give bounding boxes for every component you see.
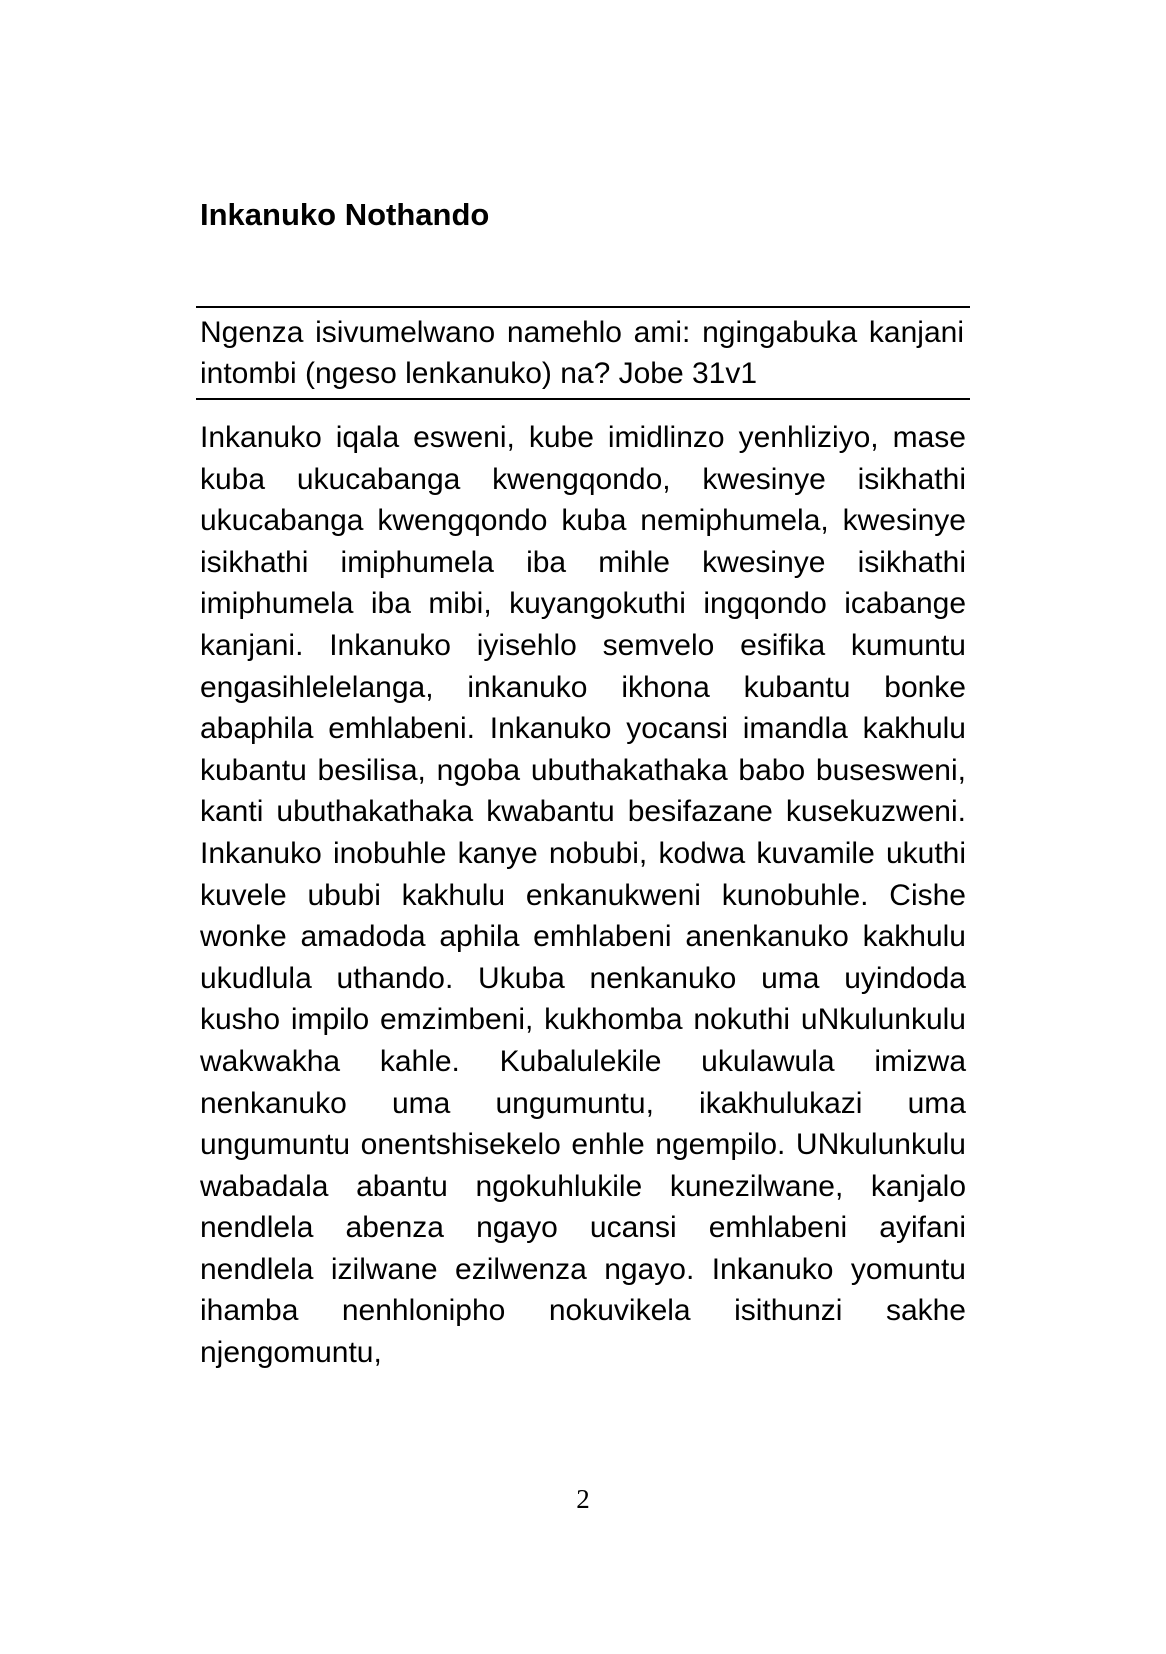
body-paragraph: Inkanuko iqala esweni, kube imidlinzo yenhliziyo, mase kuba ukucabanga kwengqondo, kwesinye isikhathi ukucabanga kwengqondo kuba nemiphumela, kwesinye isikhathi imiphumela iba mihle kwesinye isikhathi imiphumela iba mibi, kuyangokuthi ingqondo icabange kanjani. Inkanuko iyisehlo semvelo esifika kumuntu engasihlelelanga, inkanuko ikhona kubantu bonke abaphila emhlabeni. Inkanuko yocansi imandla kakhulu kubantu besilisa, ngoba ubuthakathaka babo busesweni, kanti ubuthakathaka kwabantu besifazane kusekuzweni. Inkanuko inobuhle kanye nobubi, kodwa kuvamile ukuthi kuvele ububi kakhulu enkanukweni kunobuhle. Cishe wonke amadoda aphila emhlabeni anenkanuko kakhulu ukudlula uthando. Ukuba nenkanuko uma uyindoda kusho impilo emzimbeni, kukhomba nokuthi uNkulunkulu wakwakha kahle. Kubalulekile ukulawula imizwa nenkanuko uma ungumuntu, ikakhulukazi uma ungumuntu onentshisekelo enhle ngempilo. UNkulunkulu wabadala abantu ngokuhlukile kunezilwane, kanjalo nendlela abenza ngayo ucansi emhlabeni ayifani nendlela izilwane ezilwenza ngayo. Inkanuko yomuntu ihamba nenhlonipho nokuvikela isithunzi sakhe njengomuntu, [200, 421, 966, 1370]
scripture-quote-box [196, 306, 970, 400]
page-title: Inkanuko Nothando [200, 197, 490, 232]
page-number: 2 [576, 1484, 590, 1514]
scripture-quote: Ngenza isivumelwano namehlo ami: ngingabuka kanjani intombi (ngeso lenkanuko) na? Jobe 31v1 [200, 316, 964, 390]
